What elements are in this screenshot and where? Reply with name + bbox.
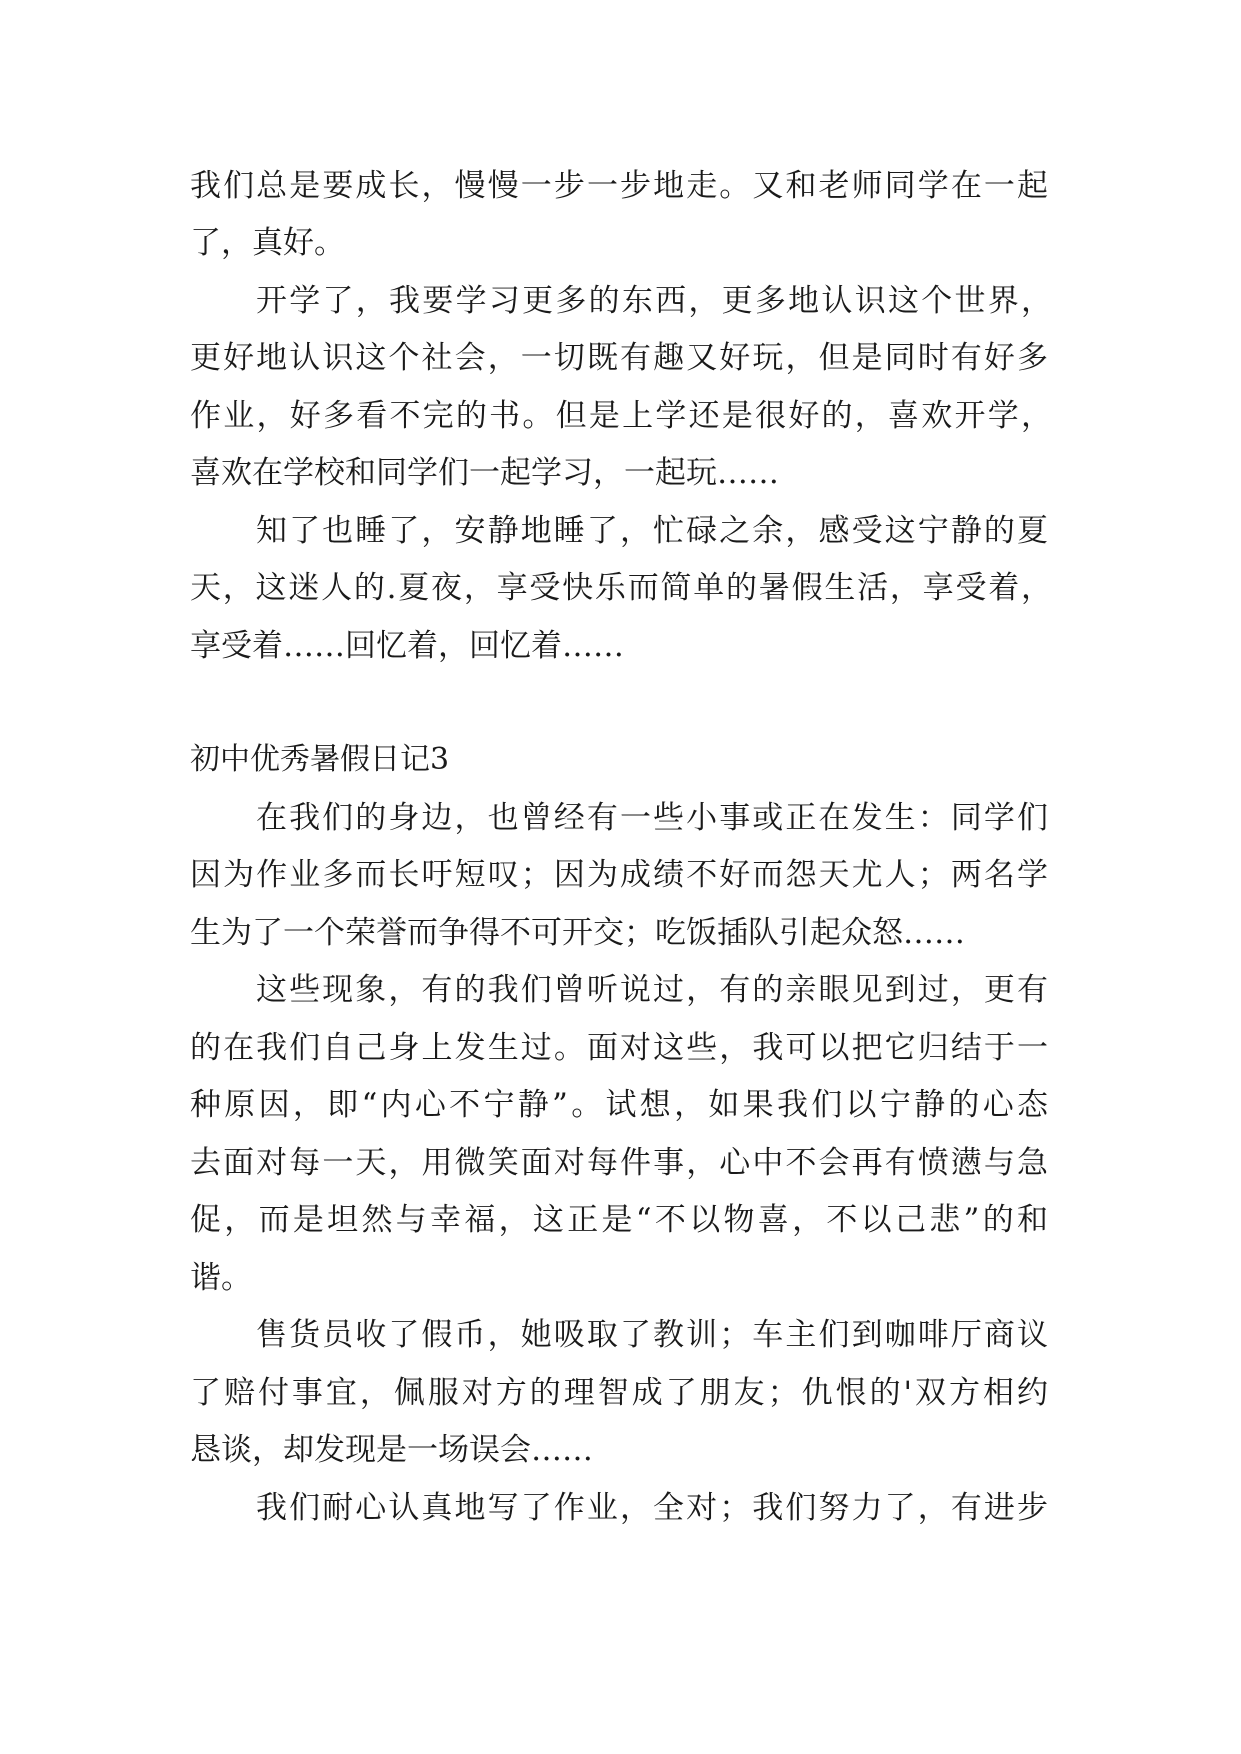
- paragraph-3-line-2: 天，这迷人的.夏夜，享受快乐而简单的暑假生活，享受着，: [190, 570, 1052, 606]
- paragraph-6-line-1: 售货员收了假币，她吸取了教训；车主们到咖啡厅商议: [256, 1317, 1048, 1353]
- paragraph-1-line-2: 了，真好。: [190, 225, 345, 261]
- section-title: 初中优秀暑假日记3: [190, 742, 450, 777]
- paragraph-2-line-4: 喜欢在学校和同学们一起学习，一起玩……: [190, 455, 779, 491]
- paragraph-5-line-3: 种原因，即“内心不宁静”。试想，如果我们以宁静的心态: [190, 1087, 1048, 1123]
- paragraph-3-line-3: 享受着……回忆着，回忆着……: [190, 628, 624, 664]
- paragraph-1-line-1: 我们总是要成长，慢慢一步一步地走。又和老师同学在一起: [190, 168, 1048, 204]
- paragraph-5-line-5: 促，而是坦然与幸福，这正是“不以物喜，不以己悲”的和: [190, 1202, 1048, 1238]
- paragraph-5-line-1: 这些现象，有的我们曾听说过，有的亲眼见到过，更有: [256, 972, 1048, 1008]
- paragraph-3-line-1: 知了也睡了，安静地睡了，忙碌之余，感受这宁静的夏: [256, 513, 1048, 549]
- paragraph-2-line-2: 更好地认识这个社会，一切既有趣又好玩，但是同时有好多: [190, 340, 1048, 376]
- paragraph-2-line-3: 作业，好多看不完的书。但是上学还是很好的，喜欢开学，: [190, 398, 1052, 434]
- paragraph-2-line-1: 开学了，我要学习更多的东西，更多地认识这个世界，: [256, 283, 1052, 319]
- paragraph-4-line-1: 在我们的身边，也曾经有一些小事或正在发生：同学们: [256, 800, 1048, 836]
- paragraph-4-line-2: 因为作业多而长吁短叹；因为成绩不好而怨天尤人；两名学: [190, 857, 1048, 893]
- paragraph-5-line-2: 的在我们自己身上发生过。面对这些，我可以把它归结于一: [190, 1030, 1048, 1066]
- paragraph-4-line-3: 生为了一个荣誉而争得不可开交；吃饭插队引起众怒……: [190, 915, 965, 951]
- paragraph-7-line-1: 我们耐心认真地写了作业，全对；我们努力了，有进步: [256, 1490, 1048, 1526]
- paragraph-6-line-2: 了赔付事宜，佩服对方的理智成了朋友；仇恨的'双方相约: [190, 1375, 1048, 1411]
- paragraph-5-line-4: 去面对每一天，用微笑面对每件事，心中不会再有愤懑与急: [190, 1145, 1048, 1181]
- paragraph-6-line-3: 恳谈，却发现是一场误会……: [190, 1432, 593, 1468]
- paragraph-5-line-6: 谐。: [190, 1260, 252, 1296]
